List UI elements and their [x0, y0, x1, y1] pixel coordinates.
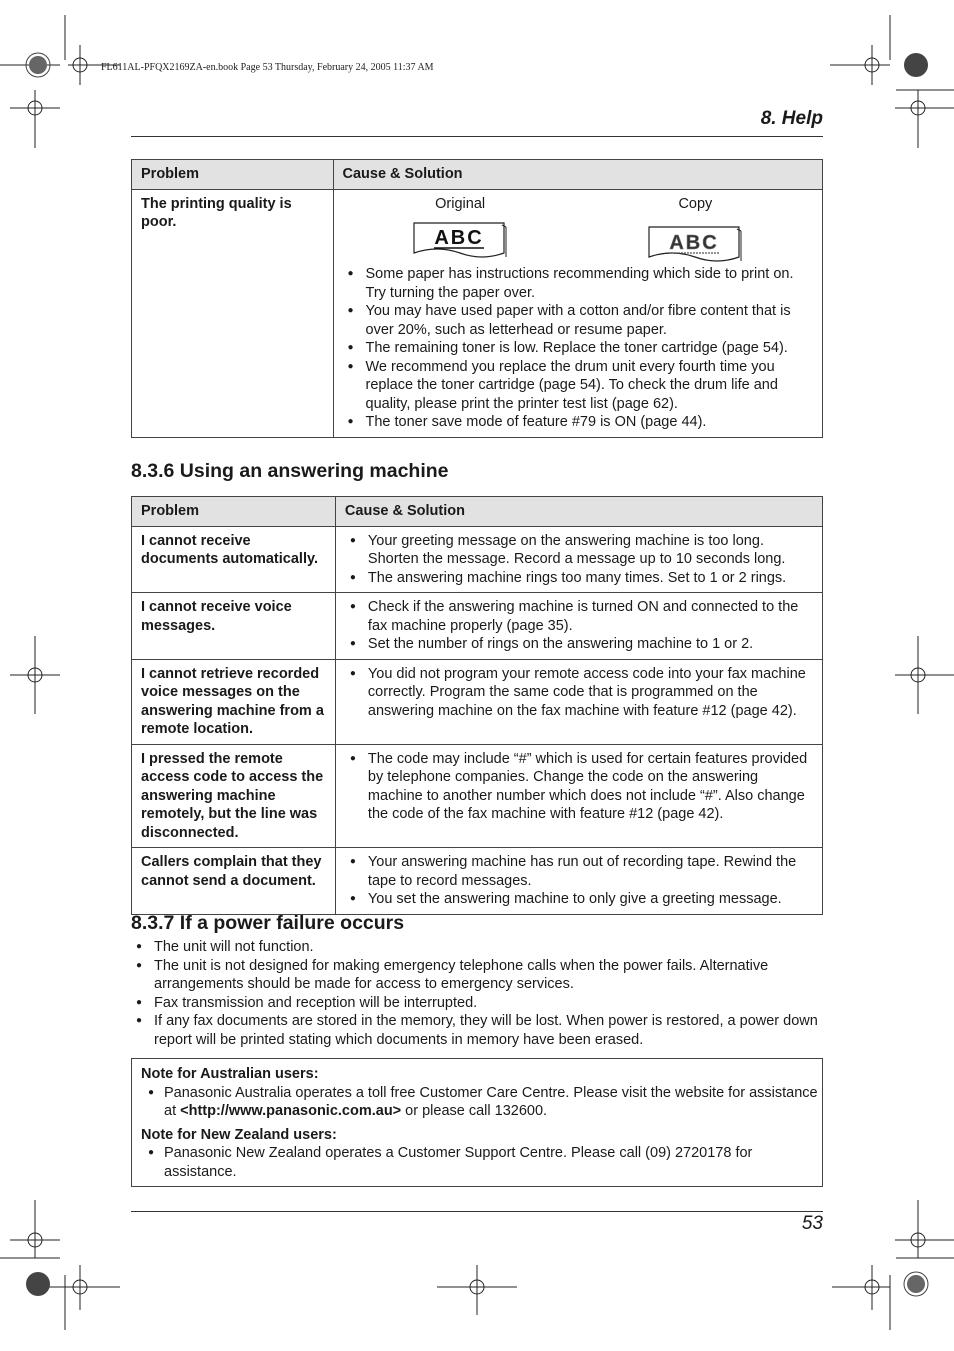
list-item: ● The toner save mode of feature #79 is ON (page 44). [343, 413, 814, 432]
copy-abc-image [647, 221, 743, 265]
table-row [132, 526, 823, 593]
list-item: ● If any fax documents are stored in the memory, they will be lost. When power is restored, a power down report will be printed stating which documents in memory have been erased. [131, 1012, 821, 1049]
header-rule [131, 136, 823, 137]
copy-abc-text: ABC [669, 232, 720, 254]
list-item [132, 1084, 822, 1121]
table-row [132, 744, 823, 848]
au-note-text: Panasonic Australia operates a toll free Customer Care Centre. Please visit the website for assistance at [164, 1084, 818, 1119]
problem-cell: Callers complain that they cannot send a document. [132, 848, 336, 915]
list-item: ● Your greeting message on the answering machine is too long. Shorten the message. Record a message up to 10 seconds long. [345, 532, 813, 569]
section-heading: 8. Help [760, 108, 823, 129]
nz-note-title: Note for New Zealand users: [141, 1126, 337, 1143]
section-836-title: 8.3.6 Using an answering machine [131, 460, 449, 482]
list-item: ● You may have used paper with a cotton and/or fibre content that is over 20%, such as letterhead or resume paper. [343, 302, 814, 339]
solution-cell [335, 526, 822, 593]
original-sample [343, 195, 578, 266]
list-item: ● Some paper has instructions recommending which side to print on. Try turning the paper over. [343, 265, 814, 302]
list-item: ● Panasonic New Zealand operates a Customer Support Centre. Please call (09) 2720178 for assistance. [132, 1144, 822, 1181]
list-item: ● The code may include “#” which is used for certain features provided by telephone companies. Change the code on the answering machine to another number which does not include “#”. Also change the code of the fax machine with feature #12 (page 42). [345, 750, 813, 824]
print-quality-table [131, 159, 823, 438]
print-quality-bullets [343, 265, 814, 432]
table-row [132, 659, 823, 744]
problem-header: Problem [132, 497, 336, 527]
list-item: ● The answering machine rings too many times. Set to 1 or 2 rings. [345, 569, 813, 588]
abc-samples [343, 195, 814, 266]
solution-cell [333, 189, 823, 437]
copy-label: Copy [678, 195, 713, 212]
list-item: ● The remaining toner is low. Replace the toner cartridge (page 54). [343, 339, 814, 358]
footer-rule [131, 1211, 823, 1212]
problem-header: Problem [132, 160, 334, 190]
answering-machine-table [131, 496, 823, 915]
solution-cell [335, 848, 822, 915]
solution-header: Cause & Solution [335, 497, 822, 527]
solution-cell [335, 659, 822, 744]
problem-cell: I cannot receive voice messages. [132, 593, 336, 660]
table-row [132, 593, 823, 660]
list-item: ● Your answering machine has run out of recording tape. Rewind the tape to record messages. [345, 853, 813, 890]
list-item: ● The unit is not designed for making emergency telephone calls when the power fails. Alternative arrangements should be made for access to emergency services. [131, 957, 821, 994]
au-note-title: Note for Australian users: [141, 1066, 319, 1082]
problem-cell: I cannot retrieve recorded voice messages on the answering machine from a remote location. [132, 659, 336, 744]
notes-box [131, 1058, 823, 1187]
list-item: ● Fax transmission and reception will be interrupted. [131, 994, 821, 1013]
list-item: ● The unit will not function. [131, 938, 821, 957]
page-number: 53 [801, 1213, 823, 1234]
problem-cell: I cannot receive documents automatically. [132, 526, 336, 593]
nz-note-list [132, 1144, 822, 1181]
table-row [132, 189, 823, 437]
original-abc-text: ABC [434, 227, 484, 249]
au-note-list [132, 1084, 822, 1121]
problem-cell: The printing quality is poor. [132, 189, 334, 437]
solution-cell [335, 744, 822, 848]
copy-sample [578, 195, 813, 266]
solution-header: Cause & Solution [333, 160, 823, 190]
print-header: FL611AL-PFQX2169ZA-en.book Page 53 Thursday, February 24, 2005 11:37 AM [101, 62, 434, 73]
list-item: ● We recommend you replace the drum unit every fourth time you replace the toner cartridge (page 54). To check the drum life and quality, please print the printer test list (page 62). [343, 358, 814, 414]
list-item: ● You did not program your remote access code into your fax machine correctly. Program the same code that is programmed on the answering machine on the fax machine with feature #12 (page 42). [345, 665, 813, 721]
original-label: Original [435, 195, 486, 212]
power-failure-list [131, 938, 821, 1049]
list-item: ● You set the answering machine to only give a greeting message. [345, 890, 813, 909]
list-item: ● Set the number of rings on the answering machine to 1 or 2. [345, 635, 813, 654]
section-837-title: 8.3.7 If a power failure occurs [131, 912, 405, 934]
solution-cell [335, 593, 822, 660]
au-website-link: <http://www.panasonic.com.au> [180, 1103, 402, 1119]
problem-cell: I pressed the remote access code to access the answering machine remotely, but the line was disconnected. [132, 744, 336, 848]
table-row [132, 848, 823, 915]
au-note-text-end: or please call 132600. [401, 1103, 548, 1119]
list-item: ● Check if the answering machine is turned ON and connected to the fax machine properly (page 35). [345, 598, 813, 635]
original-abc-image [412, 221, 508, 261]
